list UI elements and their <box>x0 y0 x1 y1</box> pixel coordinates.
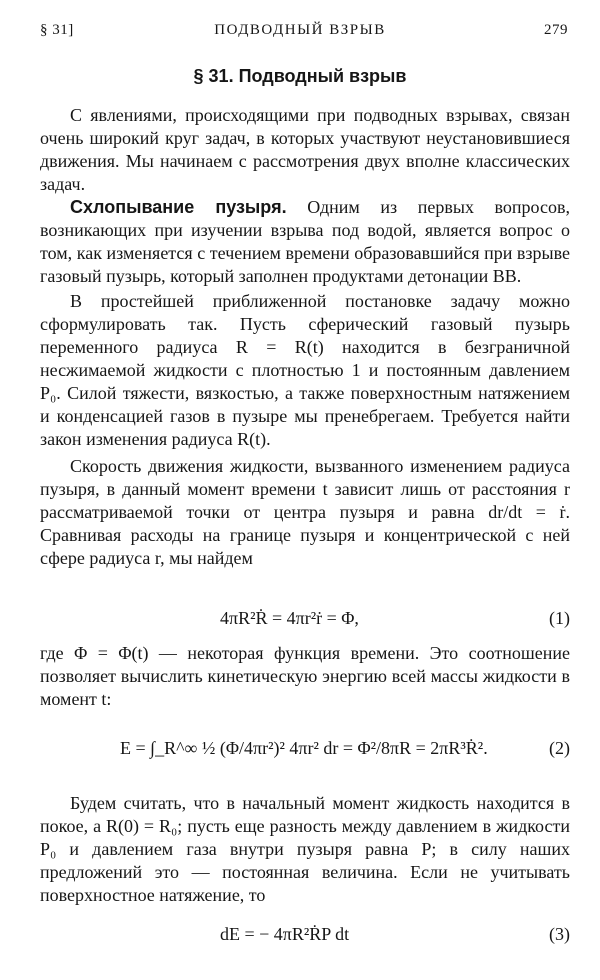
equation-3-number: (3) <box>549 924 570 944</box>
velocity-formula: dr/dt = ṙ. <box>488 502 570 522</box>
paragraph-lead: Схлопывание пузыря. <box>70 197 287 217</box>
paragraph-text: В простейшей приближенной постановке задачу можно сформулировать так. Пусть сферический газовый пузырь переменного радиуса R = R(t) находится в безграничной несжимаемой жидкости с плотностью 1 и постоянным давлением P₀. Силой тяжести, вязкостью, а также поверхностным натяжением и конденсацией газов в пузыре мы пренебрегаем. Требуется найти закон изменения радиуса R(t). <box>40 291 570 449</box>
paragraph-text: где Φ = Φ(t) — некоторая функция времени. Это соотношение позволяет вычислить кинетическую энергию всей массы жидкости в момент t: <box>40 643 570 709</box>
paragraph-continuation: Сравнивая расходы на границе пузыря и концентрической с ней сфере радиуса r, мы найдем <box>40 525 570 568</box>
paragraph-velocity <box>40 455 570 570</box>
equation-2-number: (2) <box>549 738 570 758</box>
paragraph-text <box>40 196 570 288</box>
page-number: 279 <box>544 22 568 38</box>
paragraph-energy <box>40 642 570 711</box>
equation-3 <box>40 924 570 950</box>
running-head <box>0 0 600 40</box>
equation-2 <box>40 738 570 778</box>
paragraph-text: Будем считать, что в начальный момент жидкость находится в покое, а R(0) = R₀; пусть еще разность между давлением в жидкости P₀ и давлением газа внутри пузыря равна P; в силу наших предложений это — постоянная величина. Если не учитывать поверхностное натяжение, то <box>40 793 570 905</box>
paragraph-text: С явлениями, происходящими при подводных взрывах, связан очень широкий круг задач, в которых участвуют неустановившиеся движения. Мы начинаем с рассмотрения двух вполне классических задач. <box>40 105 570 194</box>
running-head-title: ПОДВОДНЫЙ ВЗРЫВ <box>214 22 386 38</box>
paragraph-initial-conditions <box>40 792 570 907</box>
paragraph-intro <box>40 104 570 196</box>
section-heading: § 31. Подводный взрыв <box>193 66 407 86</box>
equation-2-formula: E = ∫_R^∞ ½ (Φ/4πr²)² 4πr² dr = Φ²/8πR = 2πR³Ṙ². <box>120 738 488 758</box>
running-head-section: § 31] <box>40 22 74 38</box>
paragraph-body: Скорость движения жидкости, вызванного изменением радиуса пузыря, в данный момент времени t зависит лишь от расстояния r рассматриваемой точки от центра пузыря и равна <box>40 456 570 522</box>
equation-1-formula: 4πR²Ṙ = 4πr²ṙ = Φ, <box>220 608 359 628</box>
paragraph-formulation <box>40 290 570 451</box>
equation-1-number: (1) <box>549 608 570 628</box>
equation-1 <box>40 608 570 634</box>
equation-3-formula: dE = − 4πR²ṘP dt <box>220 924 350 944</box>
paragraph-body: Одним из первых вопросов, возникающих при изучении взрыва под водой, является вопрос о том, как изменяется с течением времени образовавшийся при взрыве газовый пузырь, который заполнен продуктами детонации ВВ. <box>40 197 570 286</box>
paragraph-text <box>40 455 570 570</box>
paragraph-bubble-collapse <box>40 196 570 288</box>
